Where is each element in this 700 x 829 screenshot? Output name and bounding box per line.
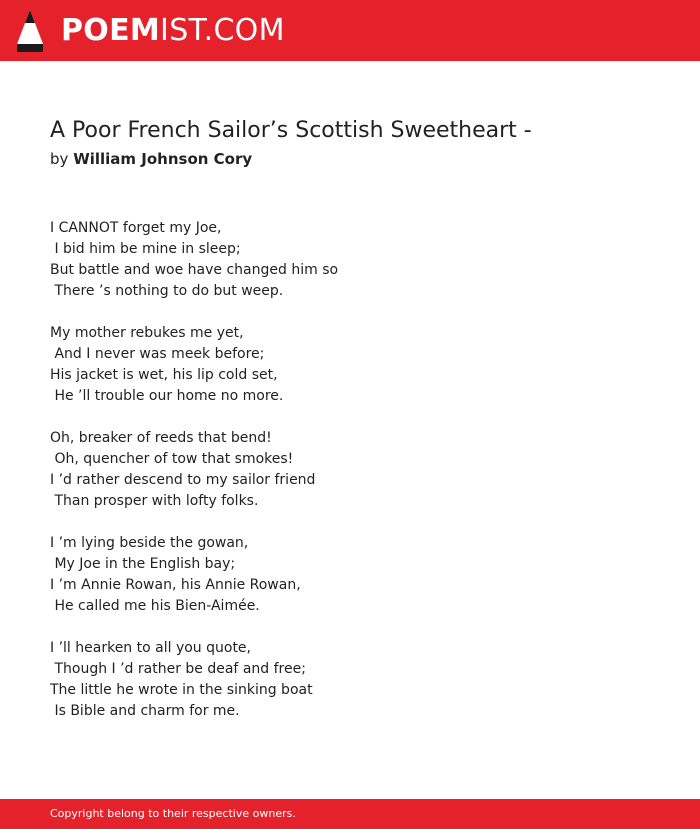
poem-line: Though I ’d rather be deaf and free; xyxy=(50,661,306,677)
stanza xyxy=(50,218,338,302)
poem-title: A Poor French Sailor’s Scottish Sweetheart - xyxy=(50,118,532,143)
poem-line: There ’s nothing to do but weep. xyxy=(50,283,284,299)
poem-line: Oh, breaker of reeds that bend! xyxy=(50,430,272,446)
stanza xyxy=(50,533,338,617)
poem-line: I ’m lying beside the gowan, xyxy=(50,535,249,551)
poem-line: I bid him be mine in sleep; xyxy=(50,241,241,257)
poem-line: Oh, quencher of tow that smokes! xyxy=(50,451,294,467)
stanza xyxy=(50,638,338,722)
by-label: by xyxy=(50,150,69,168)
poem-body xyxy=(50,218,338,743)
logo-light-text: IST.COM xyxy=(160,13,285,48)
site-logo[interactable] xyxy=(61,11,285,51)
logo-bold-text: POEM xyxy=(61,13,161,48)
poem-line: I ’d rather descend to my sailor friend xyxy=(50,472,316,488)
copyright-notice: Copyright belong to their respective owners. xyxy=(50,807,296,820)
poem-line: He called me his Bien-Aimée. xyxy=(50,598,260,614)
poem-line: But battle and woe have changed him so xyxy=(50,262,339,278)
poem-line: He ’ll trouble our home no more. xyxy=(50,388,284,404)
poem-line: His jacket is wet, his lip cold set, xyxy=(50,367,278,383)
poem-line: The little he wrote in the sinking boat xyxy=(50,682,313,698)
stanza xyxy=(50,428,338,512)
site-header xyxy=(0,0,700,61)
poem-line: Is Bible and charm for me. xyxy=(50,703,240,719)
stanza xyxy=(50,323,338,407)
poem-line: Than prosper with lofty folks. xyxy=(50,493,259,509)
poem-line: My mother rebukes me yet, xyxy=(50,325,244,341)
site-footer xyxy=(0,799,700,829)
poem-byline xyxy=(50,148,252,170)
poem-line: I ’m Annie Rowan, his Annie Rowan, xyxy=(50,577,301,593)
poem-line: I ’ll hearken to all you quote, xyxy=(50,640,251,656)
poem-line: I CANNOT forget my Joe, xyxy=(50,220,222,236)
poem-line: And I never was meek before; xyxy=(50,346,265,362)
pencil-icon[interactable] xyxy=(17,10,43,52)
poem-line: My Joe in the English bay; xyxy=(50,556,236,572)
poem-author: William Johnson Cory xyxy=(73,150,253,168)
